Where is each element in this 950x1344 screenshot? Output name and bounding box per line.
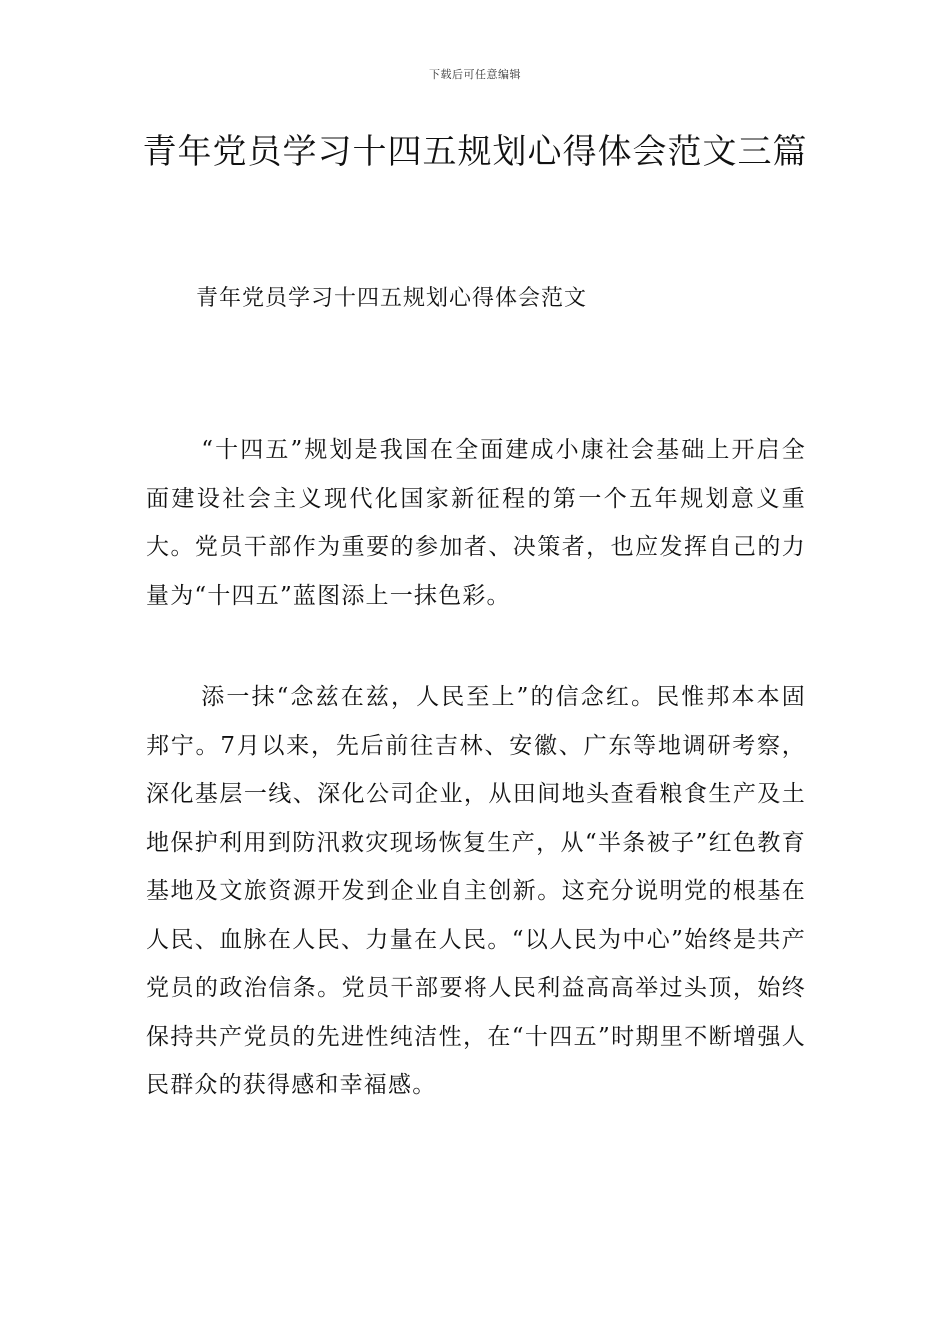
document-title: 青年党员学习十四五规划心得体会范文三篇 (142, 132, 808, 172)
header-note: 下载后可任意编辑 (429, 68, 521, 81)
document-subtitle: 青年党员学习十四五规划心得体会范文 (196, 286, 588, 311)
paragraph: 添一抹“念兹在兹，人民至上”的信念红。民惟邦本本固邦宁。7月以来，先后前往吉林、安徽、广东等地调研考察，深化基层一线、深化公司企业，从田间地头查看粮食生产及土地保护利用到防汛救灾现场恢复生产，从“半条被子”红色教育基地及文旅资源开发到企业自主创新。这充分说明党的根基在人民、血脉在人民、力量在人民。“以人民为中心”始终是共产党员的政治信条。党员干部要将人民利益高高举过头顶，始终保持共产党员的先进性纯洁性，在“十四五”时期里不断增强人民群众的获得感和幸福感。 (146, 684, 806, 1098)
paragraph: “十四五”规划是我国在全面建成小康社会基础上开启全面建设社会主义现代化国家新征程的第一个五年规划意义重大。党员干部作为重要的参加者、决策者，也应发挥自己的力量为“十四五”蓝图添上一抹色彩。 (146, 437, 806, 609)
